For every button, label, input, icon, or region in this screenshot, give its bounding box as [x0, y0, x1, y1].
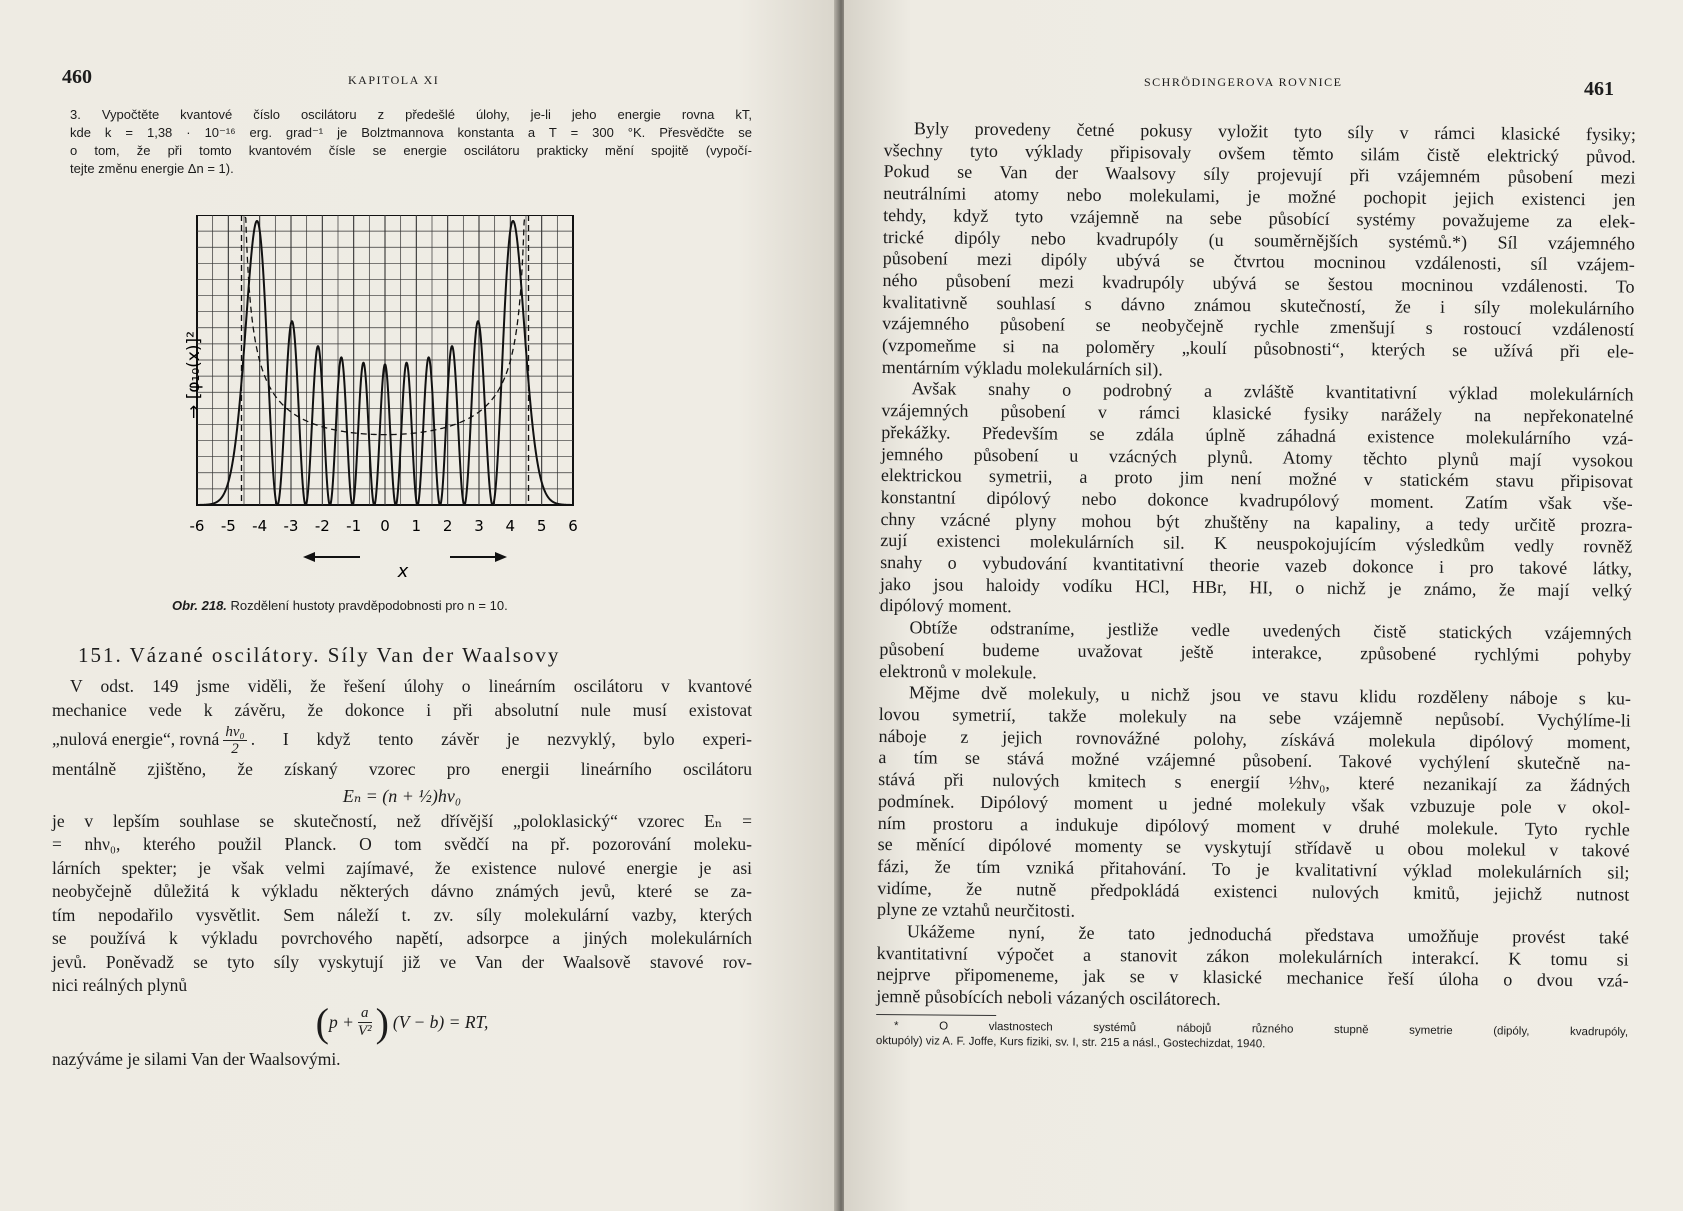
text-line: kvalitativně souhlasí s dávno známou skutečností, že i síly molekulárního: [882, 291, 1635, 319]
text-line: nazýváme je silami Van der Waalsovými.: [52, 1048, 341, 1069]
x-tick-label: -4: [252, 517, 268, 535]
text-line: ním prostoru a indukuje dipólový moment v druhé molekule. Tyto rychle: [877, 812, 1630, 840]
text-line: tehdy, když tyto vzájemně na sebe působící systémy považujeme za elek-: [883, 204, 1636, 232]
text-line: mechanice vede k závěru, že dokonce i při absolutní nule musí existovat: [52, 699, 752, 720]
x-tick-label: 0: [380, 517, 390, 535]
text-line: Byly provedeny četné pokusy vyložit tyto síly v rámci klasické fysiky;: [913, 118, 1636, 145]
text-line: konstantní dipólový nebo dokonce kvadrupólový moment. Zatím však vše-: [880, 486, 1633, 514]
text-line: lárních spekter; je však velmi zajímavé, že existence nulové energie je asi: [52, 857, 752, 878]
x-tick-label: 3: [474, 517, 484, 535]
exercise-line: tejte změnu energie Δn = 1).: [70, 161, 234, 176]
text-line: jako jsou haloidy vodíku HCl, HBr, HI, o nichž je známo, že mají velký: [879, 573, 1632, 601]
text-line: se používá k výkladu povrchového napětí, adsorpce a jiných molekulárních: [52, 928, 752, 948]
text-line: ného působení mezi kvadrupóly ubývá se šestou mocninou vzdálenosti. To: [882, 269, 1635, 297]
text-line: Mějme dvě molekuly, u nichž jsou ve stavu klidu rozděleny náboje s ku-: [908, 682, 1632, 709]
fraction-numerator: hν₀: [225, 723, 245, 740]
right-page: [844, 0, 1683, 1211]
footnote-line: * O vlastnostech systémů nábojů různého stupně symetrie (dipóly, kvadrupóly,: [894, 1019, 1629, 1039]
text-line: Avšak snahy o podrobný a zvláště kvantitativní výklad molekulárních: [911, 378, 1634, 405]
text-line: tím nepodařilo vysvětlit. Sem náleží t. zv. síly molekulární vazby, kterých: [52, 904, 752, 925]
x-tick-label: 4: [505, 517, 516, 535]
text-line: jevů. Poněvadž se tyto síly vyskytují již ve Van der Waalsově stavové rov-: [52, 951, 752, 972]
paren-close: ): [375, 999, 389, 1045]
figure-grid: [197, 215, 573, 505]
fraction-denominator: 2: [231, 740, 239, 757]
text-line: Obtíže odstraníme, jestliže vedle uvedených čistě statických vzájemných: [909, 617, 1632, 644]
inline-fraction-line: [52, 722, 752, 758]
section-heading: 151. Vázané oscilátory. Síly Van der Waalsovy: [78, 643, 561, 667]
figure-caption: [172, 598, 508, 613]
text-line: (vzpomeňme si na poloměry „koulí působnosti“, kterých se užívá při ele-: [881, 335, 1635, 362]
text-line: chny vzácné plyny mohou být zhuštěny na kapaliny, a tedy určitě prozra-: [880, 508, 1633, 536]
paren-open: (: [315, 999, 329, 1045]
text-line: mentárním výkladu molekulárních sil).: [881, 356, 1163, 380]
text-line: náboje z jejich rovnovážné polohy, získává molekula dipólový moment,: [878, 725, 1631, 753]
vdw-numerator: a: [358, 1005, 372, 1023]
text-line: nejprve připomeneme, jak se v klasické mechanice řeší úloha o dvou vzá-: [876, 964, 1629, 991]
text-line: trické dipóly nebo kvadrupóly (u souměrnějších systémů.*) Síl vzájemného: [882, 226, 1636, 254]
x-tick-label: 5: [536, 517, 547, 535]
left-body: [52, 675, 752, 1071]
text-line: snahy o vybudování kvantitativní theorie vazeb dokonce i pro takové látky,: [880, 552, 1633, 579]
vdw-fraction: [358, 1005, 372, 1040]
text-line: Ukážeme nyní, že tato jednoduchá představa umožňuje provést také: [906, 921, 1629, 948]
page-number-left: 460: [62, 66, 92, 88]
text-line: neobyčejně důležitá k výkladu některých dávno známých jevů, které se za-: [52, 881, 752, 901]
vdw-left: p +: [328, 1011, 354, 1032]
exercise-line: kde k = 1,38 · 10⁻¹⁶ erg. grad⁻¹ je Bolztmannova konstanta a T = 300 °K. Přesvědčte se: [70, 125, 752, 140]
x-tick-label: -6: [189, 517, 205, 535]
van-der-waals-equation: [52, 998, 752, 1048]
text-line: je v lepším souhlase se skutečností, než dřívější „poloklasický“ vzorec Eₙ =: [52, 810, 752, 831]
exercise-line: 3. Vypočtěte kvantové číslo oscilátoru z předešlé úlohy, je-li jeho energie rovna kT,: [70, 107, 752, 122]
text-line: a tím se stává možné vzájemné působení. Takové vychýlení skutečně na-: [878, 747, 1631, 774]
x-tick-labels: [190, 517, 578, 535]
x-tick-label: -2: [314, 517, 330, 535]
text-line: V odst. 149 jsme viděli, že řešení úlohy o lineárním oscilátoru v kvantové: [70, 676, 752, 696]
running-head-left: KAPITOLA XI: [348, 73, 440, 87]
text-line: dipólový moment.: [879, 595, 1012, 617]
x-tick-label: 2: [442, 517, 453, 535]
figure-caption-text: Rozdělení hustoty pravděpodobnosti pro n = 10.: [230, 598, 508, 613]
text-line: nici reálných plynů: [52, 975, 188, 995]
text-line: podmínek. Dipólový moment u jedné molekuly však vzbuzuje pole v okol-: [877, 790, 1631, 818]
left-arrow-head: [303, 552, 315, 562]
footnote-rule: [876, 1014, 996, 1016]
text-line: stává při nulových kmitech s energií ½hν₀, které nezanikají za žádných: [878, 769, 1631, 796]
text-line: působení budeme uvažovat ještě interakce, způsobené rychlými pohyby: [879, 638, 1632, 666]
exercise-line: o tom, že při tomto kvantovém čísle se energie oscilátoru prakticky mění spojitě (vypočí-: [70, 143, 752, 158]
text-line: fázi, že tím vzniká přitahování. To je kvalitativní výklad molekulárních sil;: [877, 855, 1630, 883]
right-arrow-head: [495, 552, 507, 562]
inline-fraction: [223, 724, 246, 757]
energy-formula: Eₙ = (n + ½)hν₀: [342, 785, 462, 806]
x-tick-label: -5: [220, 517, 236, 535]
text-line: zují existenci molekulárních sil. K neuspokojujícím výsledkům vedly rovněž: [880, 530, 1633, 557]
text-line: lovou symetrií, takže molekuly na sebe vzájemně nepůsobí. Vychýlíme-li: [878, 703, 1631, 731]
running-head-right: SCHRÖDINGEROVA ROVNICE: [1144, 75, 1343, 89]
text-line: kvantitativní výpočet a stanovit zákon molekulárních interakcí. K tomu si: [876, 942, 1629, 970]
text-line: jemného působení u vzácných plynů. Atomy těchto plynů mají vysokou: [880, 443, 1634, 471]
probability-density-figure: [175, 215, 635, 595]
x-tick-label: -1: [346, 517, 362, 535]
figure-caption-number: Obr. 218.: [172, 598, 227, 613]
text-line: elektrickou symetrii, a proto jim není možné v statickém stavu připisovat: [880, 465, 1633, 492]
text-line: působení mezi dipóly ubývá se čtvrtou mocninou vzdálenosti, síl vzájem-: [882, 248, 1635, 275]
text-line: Pokud se Van der Waalsovy síly projevují při vzájemném působení mezi: [883, 161, 1636, 188]
footnote-line: oktupóly) viz A. F. Joffe, Kurs fiziki, sv. I, str. 215 a násl., Gostechizdat, 1940.: [875, 1034, 1266, 1051]
footnote: [876, 1019, 1628, 1056]
text-line: vzájemných působení v rámci klasické fysiky narážely na nepřekonatelné: [881, 400, 1634, 427]
inline-formula-prefix: „nulová energie“, rovná: [52, 729, 220, 750]
text-line: vzájemného působení se neobyčejně rychle zmenšují s rostoucí vzdáleností: [882, 313, 1635, 340]
text-line: jemně působících neboli vázaných oscilátorech.: [876, 986, 1221, 1010]
y-axis-label-group: [184, 331, 204, 419]
page-number-right: 461: [1584, 78, 1614, 100]
text-line: elektronů v molekule.: [879, 660, 1037, 682]
exercise-3: [70, 106, 752, 178]
x-tick-label: -3: [283, 517, 299, 535]
vdw-denominator: V²: [357, 1023, 372, 1039]
text-line: = nhν₀, kterého použil Planck. O tom svědčí na př. pozorování moleku-: [52, 834, 752, 854]
inline-formula-suffix: . I když tento závěr je nezvyklý, bylo experi-: [250, 729, 752, 750]
x-tick-label: 1: [411, 517, 422, 535]
text-line: mentálně zjištěno, že získaný vzorec pro energii lineárního oscilátoru: [52, 759, 752, 779]
y-axis-label: → [φ₁₀(x)]²: [184, 331, 204, 419]
x-tick-label: 6: [568, 517, 578, 535]
text-line: neutrálními atomy nebo molekulami, je možné pochopit jejich existenci jen: [883, 183, 1636, 210]
vdw-right: (V − b) = RT,: [392, 1011, 489, 1032]
right-body: [876, 118, 1636, 1055]
text-line: se měnící dipólové momenty se vyskytují střídavě u obou molekul v takové: [877, 834, 1630, 861]
text-line: vidíme, že nutně předpokládá existenci nulových kmitů, jejichž nutnost: [877, 877, 1630, 905]
text-line: všechny tyto výklady připisovaly ovšem těmto silám čistě elektrický původ.: [883, 139, 1636, 167]
left-page: [0, 0, 838, 1211]
x-axis-label: x: [397, 561, 409, 582]
text-line: překážky. Především se zdála úplně záhadná existence molekulárního vzá-: [881, 421, 1634, 449]
text-line: plyne ze vztahů neurčitosti.: [877, 899, 1076, 922]
